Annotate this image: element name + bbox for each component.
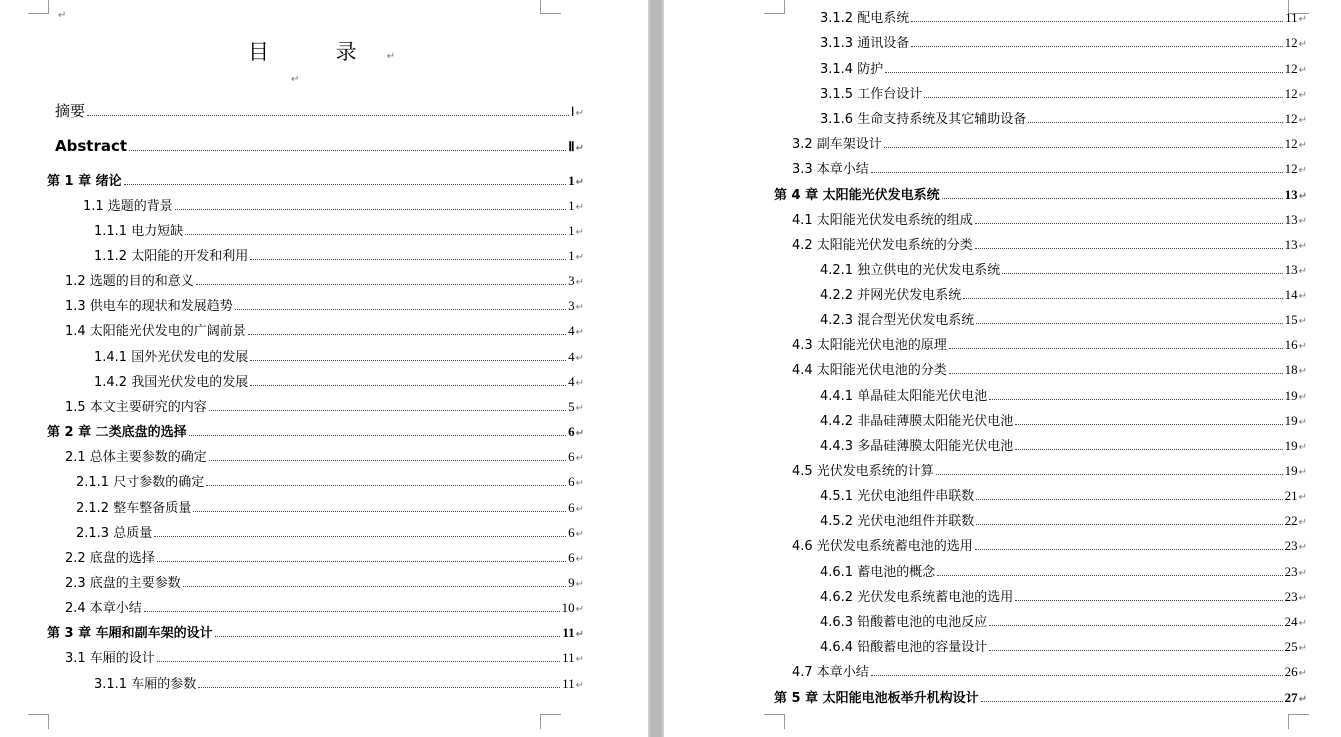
- toc-leader-dots: [981, 701, 1283, 702]
- toc-leader-dots: [250, 259, 566, 260]
- paragraph-mark: ↵: [1298, 417, 1307, 428]
- toc-entry-title: 第 4 章 太阳能光伏发电系统: [774, 188, 940, 203]
- paragraph-mark: ↵: [575, 680, 584, 691]
- toc-page-number: 16: [1284, 337, 1298, 352]
- toc-page-number: 3: [568, 273, 575, 288]
- paragraph-mark: ↵: [1298, 165, 1307, 176]
- toc-entry-title: 4.6.1 蓄电池的概念: [820, 565, 936, 580]
- toc-page-number: 1: [568, 198, 575, 213]
- paragraph-mark: ↵: [1298, 542, 1307, 553]
- toc-entry-title: 1.5 本文主要研究的内容: [65, 400, 207, 415]
- toc-leader-dots: [871, 172, 1283, 173]
- toc-leader-dots: [157, 561, 566, 562]
- toc-entry[interactable]: [65, 320, 584, 342]
- toc-page-number: 19: [1284, 388, 1298, 403]
- toc-entry[interactable]: [76, 522, 584, 544]
- paragraph-mark: ↵: [575, 277, 584, 288]
- toc-page-number: Ⅱ: [568, 139, 575, 154]
- toc-page-number: 13: [1284, 237, 1298, 252]
- paragraph-mark: ↵: [1298, 366, 1307, 377]
- toc-page-number: 26: [1284, 664, 1298, 679]
- toc-page-number: 6: [568, 500, 575, 515]
- toc-leader-dots: [1015, 449, 1282, 450]
- toc-page-number: 4: [568, 349, 575, 364]
- toc-entry[interactable]: [820, 58, 1307, 80]
- toc-leader-dots: [975, 549, 1283, 550]
- toc-entry[interactable]: [820, 32, 1307, 54]
- toc-entry[interactable]: [820, 108, 1307, 130]
- toc-entry[interactable]: [820, 435, 1307, 457]
- toc-leader-dots: [911, 21, 1283, 22]
- toc-entry-title: 3.2 副车架设计: [792, 137, 882, 152]
- toc-entry[interactable]: [47, 622, 584, 644]
- toc-page-number: 4: [568, 374, 575, 389]
- paragraph-mark: ↵: [1298, 694, 1307, 705]
- corner-mark: [764, 714, 785, 729]
- toc-page-number: 11: [562, 676, 575, 691]
- toc-entry[interactable]: [94, 220, 584, 242]
- toc-page-number: 13: [1284, 212, 1298, 227]
- toc-page-number: 15: [1284, 312, 1298, 327]
- toc-page-number: 24: [1284, 614, 1298, 629]
- toc-entry-title: 1.1 选题的背景: [83, 199, 173, 214]
- toc-entry-title: 4.6.4 铅酸蓄电池的容量设计: [820, 640, 988, 655]
- paragraph-mark: ↵: [1298, 291, 1307, 302]
- toc-entry-title: 2.1.1 尺寸参数的确定: [76, 475, 205, 490]
- toc-page-number: 11: [1285, 10, 1298, 25]
- toc-page-number: 1: [568, 173, 575, 188]
- toc-page-number: 23: [1284, 564, 1298, 579]
- toc-page-number: 12: [1284, 61, 1298, 76]
- toc-entry-title: 4.1 太阳能光伏发电系统的组成: [792, 213, 973, 228]
- toc-entry-title: Abstract: [55, 137, 128, 155]
- toc-leader-dots: [989, 625, 1282, 626]
- toc-page-number: 13: [1284, 262, 1298, 277]
- toc-entry[interactable]: [65, 295, 584, 317]
- toc-page-number: 14: [1284, 287, 1298, 302]
- toc-entry[interactable]: [47, 421, 584, 443]
- toc-leader-dots: [884, 147, 1283, 148]
- paragraph-mark: ↵: [575, 252, 584, 263]
- toc-entry[interactable]: [83, 195, 584, 217]
- document-page-right: [664, 0, 1341, 737]
- toc-entry[interactable]: [792, 359, 1307, 381]
- toc-leader-dots: [183, 586, 566, 587]
- toc-entry-title: 3.1 车厢的设计: [65, 651, 155, 666]
- toc-leader-dots: [963, 298, 1282, 299]
- paragraph-mark: ↵: [1298, 65, 1307, 76]
- paragraph-mark: ↵: [575, 478, 584, 489]
- toc-entry[interactable]: [65, 270, 584, 292]
- toc-page-number: 23: [1284, 589, 1298, 604]
- corner-mark: [540, 0, 561, 14]
- toc-leader-dots: [949, 348, 1283, 349]
- toc-entry[interactable]: [792, 460, 1307, 482]
- toc-leader-dots: [129, 150, 566, 151]
- paragraph-mark: ↵: [575, 177, 584, 188]
- toc-entry-title: 1.1.1 电力短缺: [94, 224, 184, 239]
- toc-leader-dots: [911, 46, 1282, 47]
- toc-entry-title: 3.1.1 车厢的参数: [94, 677, 197, 692]
- toc-title-text: 目 录: [248, 40, 387, 64]
- toc-leader-dots: [936, 474, 1283, 475]
- toc-entry-title: 3.1.2 配电系统: [820, 11, 910, 26]
- paragraph-mark: ↵: [386, 51, 396, 62]
- toc-entry[interactable]: [65, 572, 584, 594]
- corner-mark: [1288, 714, 1309, 729]
- paragraph-mark: ↵: [575, 227, 584, 238]
- paragraph-mark: ↵: [1298, 39, 1307, 50]
- toc-entry-title: 第 1 章 绪论: [47, 174, 122, 189]
- toc-leader-dots: [154, 536, 566, 537]
- toc-leader-dots: [924, 97, 1282, 98]
- paragraph-mark: ↵: [1298, 618, 1307, 629]
- toc-page-number: 11: [562, 650, 575, 665]
- toc-leader-dots: [989, 650, 1282, 651]
- toc-entry-title: 4.6.2 光伏发电系统蓄电池的选用: [820, 590, 1014, 605]
- toc-page-number: 12: [1284, 136, 1298, 151]
- toc-entry-title: 4.6.3 铅酸蓄电池的电池反应: [820, 615, 988, 630]
- toc-entry[interactable]: [820, 259, 1307, 281]
- toc-page-number: 6: [568, 424, 575, 439]
- document-page-left: [0, 0, 648, 737]
- toc-entry[interactable]: [65, 396, 584, 418]
- corner-mark: [764, 0, 785, 14]
- toc-entry[interactable]: [820, 309, 1307, 331]
- toc-leader-dots: [206, 485, 566, 486]
- toc-leader-dots: [1028, 122, 1282, 123]
- toc-page-number: 10: [561, 600, 575, 615]
- toc-entry-title: 4.4.3 多晶硅薄膜太阳能光伏电池: [820, 439, 1014, 454]
- toc-entry-title: 3.1.6 生命支持系统及其它辅助设备: [820, 112, 1027, 127]
- toc-page-number: 3: [568, 298, 575, 313]
- paragraph-mark: ↵: [575, 378, 584, 389]
- toc-leader-dots: [989, 399, 1282, 400]
- toc-entry[interactable]: [774, 184, 1307, 206]
- toc-entry[interactable]: [792, 661, 1307, 683]
- paragraph-mark: ↵: [575, 302, 584, 313]
- toc-entry-title: 1.2 选题的目的和意义: [65, 274, 194, 289]
- toc-entry-title: 3.1.4 防护: [820, 62, 884, 77]
- toc-entry[interactable]: [820, 636, 1307, 658]
- paragraph-mark: ↵: [1298, 316, 1307, 327]
- paragraph-mark: ↵: [1298, 643, 1307, 654]
- paragraph-mark: ↵: [1298, 140, 1307, 151]
- toc-page-number: 19: [1284, 463, 1298, 478]
- toc-page-number: 25: [1284, 639, 1298, 654]
- toc-entry[interactable]: [65, 547, 584, 569]
- toc-page-number: 6: [568, 550, 575, 565]
- paragraph-mark: ↵: [1298, 492, 1307, 503]
- toc-entry-title: 第 5 章 太阳能电池板举升机构设计: [774, 691, 979, 706]
- toc-entry-title: 2.2 底盘的选择: [65, 551, 155, 566]
- toc-entry-title: 4.4 太阳能光伏电池的分类: [792, 363, 947, 378]
- paragraph-mark: ↵: [575, 108, 584, 119]
- toc-entry[interactable]: [820, 7, 1307, 29]
- paragraph-mark: ↵: [1298, 517, 1307, 528]
- paragraph-mark: ↵: [575, 654, 584, 665]
- toc-entry-title: 4.2.2 并网光伏发电系统: [820, 288, 962, 303]
- toc-entry[interactable]: [47, 170, 584, 192]
- toc-page-number: 18: [1284, 362, 1298, 377]
- paragraph-mark: ↵: [575, 629, 584, 640]
- toc-leader-dots: [1015, 600, 1282, 601]
- toc-leader-dots: [209, 410, 566, 411]
- toc-entry-title: 第 2 章 二类底盘的选择: [47, 425, 187, 440]
- paragraph-mark: ↵: [575, 353, 584, 364]
- toc-leader-dots: [157, 661, 560, 662]
- corner-mark: [28, 0, 49, 14]
- paragraph-mark: ↵: [1298, 668, 1307, 679]
- toc-title: [248, 36, 395, 66]
- toc-leader-dots: [942, 198, 1283, 199]
- toc-leader-dots: [144, 611, 560, 612]
- toc-page-number: 23: [1284, 538, 1298, 553]
- paragraph-mark: ↵: [1298, 90, 1307, 101]
- paragraph-mark: ↵: [1298, 467, 1307, 478]
- paragraph-mark: ↵: [575, 453, 584, 464]
- paragraph-mark: ↵: [1298, 593, 1307, 604]
- toc-leader-dots: [235, 309, 566, 310]
- toc-page-number: 6: [568, 474, 575, 489]
- toc-entry[interactable]: [94, 346, 584, 368]
- toc-leader-dots: [937, 575, 1282, 576]
- paragraph-mark: ↵: [575, 428, 584, 439]
- toc-leader-dots: [976, 323, 1282, 324]
- toc-entry[interactable]: [820, 410, 1307, 432]
- toc-leader-dots: [209, 460, 566, 461]
- paragraph-mark: ↵: [1298, 14, 1307, 25]
- toc-page-number: 6: [568, 449, 575, 464]
- toc-leader-dots: [975, 223, 1283, 224]
- toc-leader-dots: [198, 687, 560, 688]
- toc-entry[interactable]: [65, 446, 584, 468]
- toc-entry[interactable]: [792, 334, 1307, 356]
- toc-page-number: 21: [1284, 488, 1298, 503]
- toc-entry[interactable]: [94, 245, 584, 267]
- toc-entry-title: 1.4 太阳能光伏发电的广阔前景: [65, 324, 246, 339]
- toc-entry-title: 1.4.1 国外光伏发电的发展: [94, 350, 249, 365]
- toc-entry[interactable]: [792, 133, 1307, 155]
- toc-leader-dots: [885, 72, 1282, 73]
- paragraph-mark: ↵: [1298, 241, 1307, 252]
- toc-leader-dots: [196, 284, 566, 285]
- toc-entry-title: 4.3 太阳能光伏电池的原理: [792, 338, 947, 353]
- paragraph-mark: ↵: [575, 554, 584, 565]
- toc-entry-title: 4.2 太阳能光伏发电系统的分类: [792, 238, 973, 253]
- paragraph-mark: ↵: [1298, 392, 1307, 403]
- paragraph-mark: ↵: [575, 403, 584, 414]
- toc-entry[interactable]: [820, 284, 1307, 306]
- toc-leader-dots: [189, 435, 566, 436]
- paragraph-mark: ↵: [575, 202, 584, 213]
- toc-entry[interactable]: [55, 100, 584, 122]
- toc-entry-title: 1.4.2 我国光伏发电的发展: [94, 375, 249, 390]
- toc-entry[interactable]: [55, 137, 584, 159]
- toc-page-number: 27: [1284, 690, 1298, 705]
- toc-leader-dots: [949, 373, 1283, 374]
- toc-leader-dots: [215, 636, 561, 637]
- toc-entry-title: 4.2.3 混合型光伏发电系统: [820, 313, 975, 328]
- toc-entry-title: 3.1.3 通讯设备: [820, 36, 910, 51]
- toc-entry-title: 4.4.1 单晶硅太阳能光伏电池: [820, 389, 988, 404]
- toc-entry[interactable]: [820, 561, 1307, 583]
- toc-entry[interactable]: [792, 535, 1307, 557]
- toc-page-number: 19: [1284, 413, 1298, 428]
- toc-leader-dots: [124, 184, 566, 185]
- toc-entry[interactable]: [76, 497, 584, 519]
- paragraph-mark: ↵: [575, 504, 584, 515]
- paragraph-mark: ↵: [1298, 442, 1307, 453]
- paragraph-mark: ↵: [1298, 115, 1307, 126]
- toc-entry-title: 摘要: [55, 102, 86, 120]
- toc-page-number: 22: [1284, 513, 1298, 528]
- toc-page-number: 19: [1284, 438, 1298, 453]
- toc-entry[interactable]: [820, 611, 1307, 633]
- toc-page-number: 13: [1284, 187, 1298, 202]
- paragraph-mark: ↵: [1298, 266, 1307, 277]
- toc-entry[interactable]: [792, 234, 1307, 256]
- toc-entry-title: 3.1.5 工作台设计: [820, 87, 923, 102]
- toc-page-number: 4: [568, 323, 575, 338]
- toc-entry-title: 4.5.2 光伏电池组件并联数: [820, 514, 975, 529]
- toc-entry-title: 第 3 章 车厢和副车架的设计: [47, 626, 213, 641]
- toc-page-number: 11: [562, 625, 575, 640]
- toc-leader-dots: [248, 334, 566, 335]
- toc-entry-title: 4.5.1 光伏电池组件串联数: [820, 489, 975, 504]
- toc-leader-dots: [871, 675, 1283, 676]
- paragraph-mark: ↵: [575, 579, 584, 590]
- toc-entry[interactable]: [76, 471, 584, 493]
- toc-entry[interactable]: [820, 485, 1307, 507]
- toc-entry-title: 2.4 本章小结: [65, 601, 142, 616]
- toc-entry-title: 2.1.2 整车整备质量: [76, 501, 192, 516]
- page-separator: [648, 0, 664, 737]
- corner-mark: [540, 714, 561, 729]
- toc-leader-dots: [1015, 424, 1282, 425]
- paragraph-mark: ↵: [1298, 216, 1307, 227]
- corner-mark: [28, 714, 49, 729]
- toc-page-number: 12: [1284, 111, 1298, 126]
- toc-entry[interactable]: [94, 673, 584, 695]
- toc-entry-title: 2.3 底盘的主要参数: [65, 576, 181, 591]
- toc-leader-dots: [975, 248, 1283, 249]
- paragraph-mark: ↵: [575, 143, 584, 154]
- toc-entry-title: 1.3 供电车的现状和发展趋势: [65, 299, 233, 314]
- toc-entry[interactable]: [820, 83, 1307, 105]
- toc-leader-dots: [185, 234, 566, 235]
- toc-page-number: 12: [1284, 86, 1298, 101]
- toc-entry-title: 4.6 光伏发电系统蓄电池的选用: [792, 539, 973, 554]
- paragraph-mark: ↵: [575, 604, 584, 615]
- paragraph-mark: ↵: [1298, 191, 1307, 202]
- paragraph-mark: ↵: [291, 74, 300, 85]
- toc-page-number: 5: [568, 399, 575, 414]
- toc-leader-dots: [250, 360, 566, 361]
- toc-leader-dots: [175, 209, 566, 210]
- toc-entry-title: 4.5 光伏发电系统的计算: [792, 464, 934, 479]
- toc-page-number: 9: [568, 575, 575, 590]
- paragraph-mark: ↵: [575, 529, 584, 540]
- toc-entry[interactable]: [774, 687, 1307, 709]
- toc-page-number: Ⅰ: [570, 104, 575, 119]
- toc-entry-title: 4.2.1 独立供电的光伏发电系统: [820, 263, 1001, 278]
- toc-entry[interactable]: [792, 158, 1307, 180]
- paragraph-mark: ↵: [1298, 568, 1307, 579]
- toc-entry-title: 1.1.2 太阳能的开发和利用: [94, 249, 249, 264]
- toc-page-number: 12: [1284, 35, 1298, 50]
- toc-entry-title: 4.4.2 非晶硅薄膜太阳能光伏电池: [820, 414, 1014, 429]
- toc-page-number: 1: [568, 223, 575, 238]
- toc-entry-title: 2.1.3 总质量: [76, 526, 153, 541]
- toc-entry[interactable]: [792, 209, 1307, 231]
- toc-leader-dots: [87, 115, 569, 116]
- toc-entry[interactable]: [65, 647, 584, 669]
- paragraph-mark: ↵: [575, 327, 584, 338]
- toc-entry-title: 4.7 本章小结: [792, 665, 869, 680]
- toc-entry-title: 3.3 本章小结: [792, 162, 869, 177]
- toc-page-number: 1: [568, 248, 575, 263]
- toc-leader-dots: [976, 499, 1282, 500]
- paragraph-mark: ↵: [58, 10, 67, 21]
- toc-entry[interactable]: [65, 597, 584, 619]
- toc-leader-dots: [976, 524, 1282, 525]
- paragraph-mark: ↵: [1298, 341, 1307, 352]
- toc-entry[interactable]: [820, 586, 1307, 608]
- toc-leader-dots: [250, 385, 566, 386]
- toc-entry[interactable]: [820, 510, 1307, 532]
- toc-entry[interactable]: [94, 371, 584, 393]
- toc-page-number: 12: [1284, 161, 1298, 176]
- toc-entry[interactable]: [820, 385, 1307, 407]
- toc-entry-title: 2.1 总体主要参数的确定: [65, 450, 207, 465]
- toc-leader-dots: [1002, 273, 1282, 274]
- toc-leader-dots: [193, 511, 566, 512]
- toc-page-number: 6: [568, 525, 575, 540]
